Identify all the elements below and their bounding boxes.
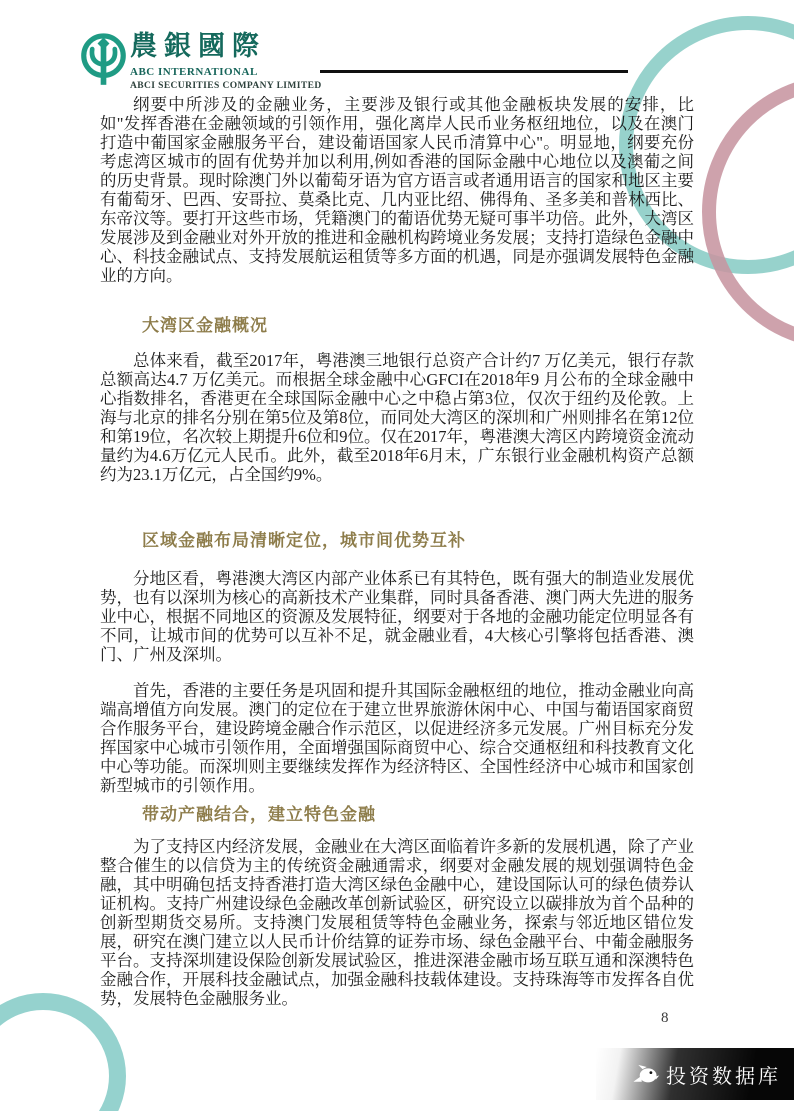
header-divider-line <box>320 70 628 73</box>
paragraph-finance-statistics: 总体来看，截至2017年，粤港澳三地银行总资产合计约7 万亿美元，银行存款总额高达4.7 万亿美元。而根据全球金融中心GFCI在2018年9 月公布的全球金融中心指数排名，香港更在全球国际金融中心之中稳占第3位，仅次于纽约及伦敦。上海与北京的排名分别在第5位及第8位，而同处大湾区的深圳和广州则排名在第12位和第19位，名次较上期提升6位和9位。仅在2017年，粤港澳大湾区内跨境资金流动量约为4.6万亿元人民币。此外，截至2018年6月末，广东银行业金融机构资产总额约为23.1万亿元，占全国约9%。 <box>100 351 694 484</box>
fish-logo-icon <box>632 1062 660 1086</box>
paragraph-special-finance-detail: 为了支持区内经济发展，金融业在大湾区面临着许多新的发展机遇，除了产业整合催生的以信贷为主的传统资金融通需求，纲要对金融发展的规划强调特色金融，其中明确包括支持香港打造大湾区绿色金融中心，建设国际认可的绿色债券认证机构。支持广州建设绿色金融改革创新试验区，研究设立以碳排放为首个品种的创新型期货交易所。支持澳门发展租赁等特色金融业务，探索与邻近地区错位发展，研究在澳门建立以人民币计价结算的证券市场、绿色金融平台、中葡金融服务平台。支持深圳建设保险创新发展试验区，推进深港金融市场互联互通和深澳特色金融合作，开展科技金融试点，加强金融科技载体建设。支持珠海等市发挥各自优势，发展特色金融服务业。 <box>100 837 694 1008</box>
section-heading-gba-finance-overview: 大湾区金融概况 <box>142 316 268 335</box>
paragraph-overview: 纲要中所涉及的金融业务，主要涉及银行或其他金融板块发展的安排，比如"发挥香港在金融领域的引领作用，强化离岸人民币业务枢纽地位，以及在澳门打造中葡国家金融服务平台，建设葡语国家人民币清算中心"。明显地，纲要充份考虑湾区城市的固有优势并加以利用,例如香港的国际金融中心地位以及澳葡之间的历史背景。现时除澳门外以葡萄牙语为官方语言或者通用语言的国家和地区主要有葡萄牙、巴西、安哥拉、莫桑比克、几内亚比绍、佛得角、圣多美和普林西比、东帝汶等。要打开这些市场，凭籍澳门的葡语优势无疑可事半功倍。此外，大湾区发展涉及到金融业对外开放的推进和金融机构跨境业务发展；支持打造绿色金融中心、科技金融试点、支持发展航运租赁等多方面的机遇，同是亦强调发展特色金融业的方向。 <box>100 95 694 285</box>
paragraph-city-positioning: 首先，香港的主要任务是巩固和提升其国际金融枢纽的地位，推动金融业向高端高增值方向发展。澳门的定位在于建立世界旅游休闲中心、中国与葡语国家商贸合作服务平台，建设跨境金融合作示范区，以促进经济多元发展。广州目标充分发挥国家中心城市引领作用，全面增强国际商贸中心、综合交通枢纽和科技教育文化中心等功能。而深圳则主要继续发挥作为经济特区、全国性经济中心城市和国家创新型城市的引领作用。 <box>100 681 694 795</box>
page-number: 8 <box>661 1010 669 1026</box>
brand-name-english: ABC INTERNATIONAL <box>130 66 258 78</box>
paragraph-regional-industry: 分地区看，粤港澳大湾区内部产业体系已有其特色，既有强大的制造业发展优势，也有以深圳为核心的高新技术产业集群，同时具备香港、澳门两大先进的服务业中心，根据不同地区的资源及发展特征，纲要对于各地的金融功能定位明显各有不同，让城市间的优势可以互补不足，就金融业看，4大核心引擎将包括香港、澳门、广州及深圳。 <box>100 569 694 664</box>
brand-name-chinese: 農銀國際 <box>130 31 266 61</box>
decorative-teal-ring-bottom-left <box>0 993 126 1111</box>
watermark-banner <box>596 1048 794 1100</box>
brand-block <box>130 33 322 92</box>
brand-company-name: ABCI SECURITIES COMPANY LIMITED <box>130 81 322 91</box>
section-heading-regional-layout: 区域金融布局清晰定位，城市间优势互补 <box>142 531 466 550</box>
abc-bank-logo-icon <box>80 32 127 90</box>
section-heading-special-finance: 带动产融结合，建立特色金融 <box>142 805 376 824</box>
watermark-label: 投资数据库 <box>666 1065 781 1088</box>
